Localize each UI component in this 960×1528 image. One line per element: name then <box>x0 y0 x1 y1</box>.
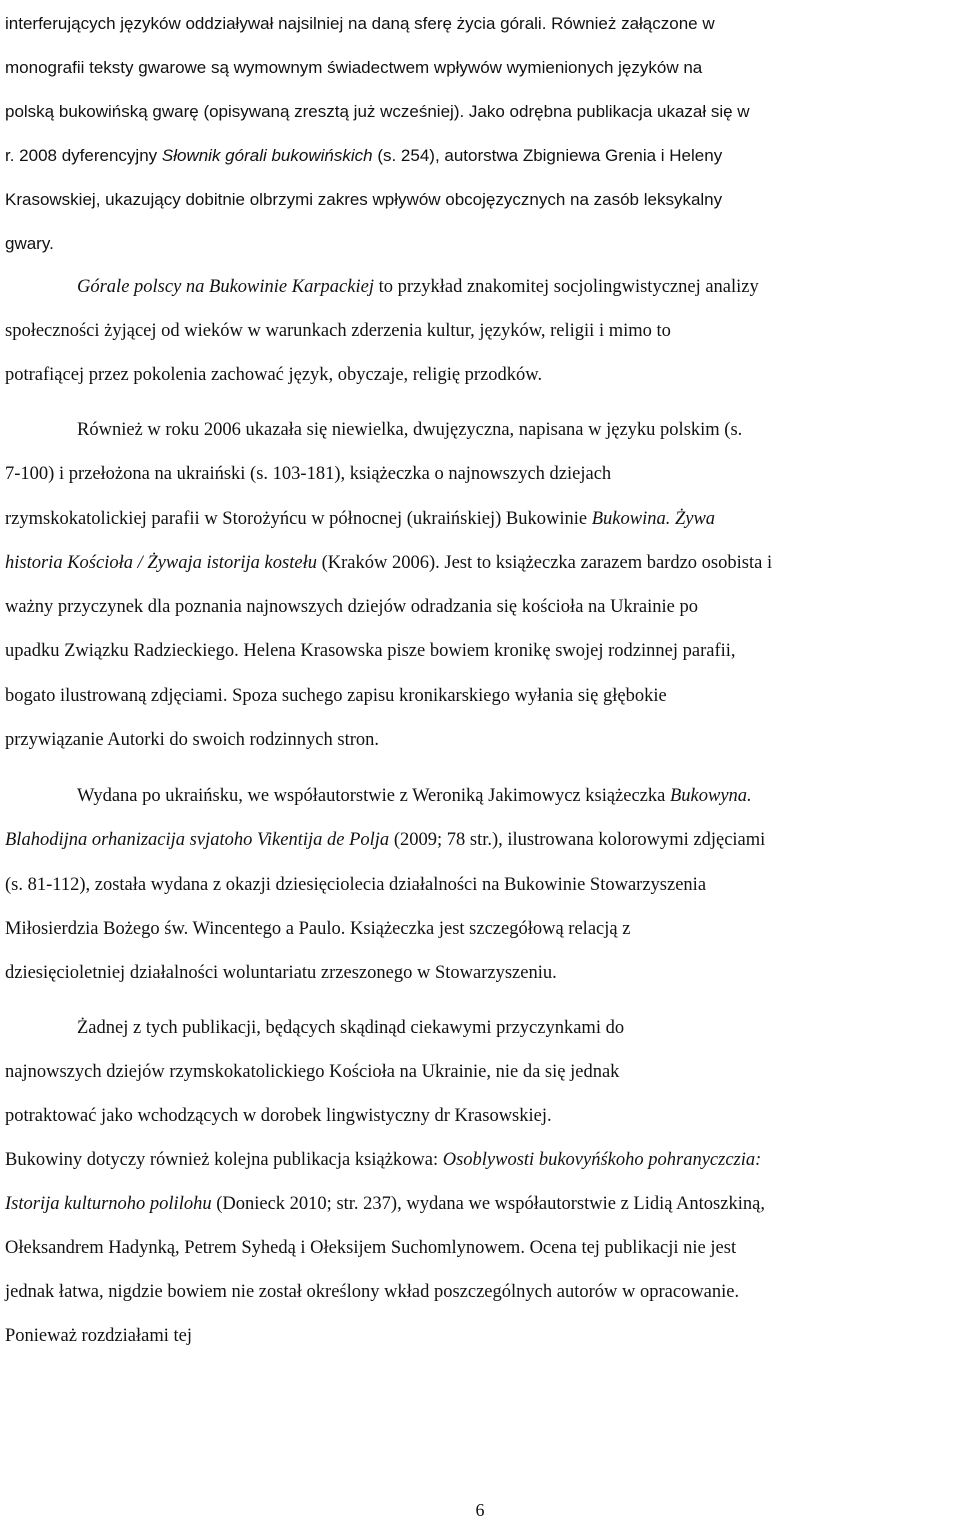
text-run: Wydana po ukraińsku, we współautorstwie z Weroniką Jakimowycz książeczka <box>77 786 670 806</box>
text-run: najnowszych dziejów rzymskokatolickiego Kościoła na Ukrainie, nie da się jednak <box>5 1062 620 1082</box>
text-line <box>5 46 955 90</box>
text-line <box>5 134 955 178</box>
text-line <box>5 2 955 46</box>
paragraph-gwary <box>5 2 955 266</box>
text-run: 7-100) i przełożona na ukraiński (s. 103-181), książeczka o najnowszych dziejach <box>5 464 612 485</box>
text-line <box>5 629 955 673</box>
text-line <box>5 408 955 452</box>
text-line <box>5 1094 955 1138</box>
paragraph-storozyniec <box>5 408 955 762</box>
text-run: polską bukowińską gwarę (opisywaną zresztą już wcześniej). Jako odrębna publikacja ukazał się w <box>5 102 750 121</box>
text-run: dziesięcioletniej działalności woluntariatu zrzeszonego w Stowarzyszeniu. <box>5 963 557 984</box>
text-run: ważny przyczynek dla poznania najnowszych dziejów odradzania się kościoła na Ukrainie po <box>5 597 698 618</box>
italic-title-text: Blahodijna orhanizacija svjatoho Vikentija de Polja <box>5 830 390 851</box>
text-line <box>5 1138 955 1182</box>
text-line <box>5 818 955 862</box>
text-run: Ołeksandrem Hadynką, Petrem Syhedą i Ołeksijem Suchomlynowem. Ocena tej publikacji nie jest <box>5 1238 737 1258</box>
text-run: (Kraków 2006). Jest to książeczka zarazem bardzo osobista i <box>316 552 773 573</box>
italic-title-text: Górale polscy na Bukowinie Karpackiej <box>77 277 374 297</box>
text-line <box>5 718 955 762</box>
text-line <box>5 541 955 585</box>
page-number: 6 <box>475 1500 485 1520</box>
text-line <box>5 1226 955 1270</box>
italic-title-text: historia Kościoła / Żywaja istorija kostełu <box>5 552 317 573</box>
text-line <box>5 222 955 266</box>
text-line <box>5 452 955 496</box>
text-run: Miłosierdzia Bożego św. Wincentego a Paulo. Książeczka jest szczegółową relacją z <box>5 918 631 939</box>
italic-title-text: Bukowina. Żywa <box>591 508 716 529</box>
text-run: monografii teksty gwarowe są wymownym świadectwem wpływów wymienionych języków na <box>5 58 703 77</box>
text-run: rzymskokatolickiej parafii w Storożyńcu w północnej (ukraińskiej) Bukowinie <box>5 508 592 529</box>
text-line <box>5 353 955 397</box>
text-line <box>5 265 955 309</box>
text-line <box>5 1270 955 1314</box>
text-line <box>5 1050 955 1094</box>
italic-title-text: Bukowyna. <box>669 786 752 806</box>
text-run: (s. 254), autorstwa Zbigniewa Grenia i Heleny <box>372 146 723 165</box>
italic-title-text: Słownik górali bukowińskich <box>161 146 373 165</box>
paragraph-gorale-polscy <box>5 265 955 397</box>
paragraph-osoblywosti <box>5 1138 955 1358</box>
text-run: interferujących języków oddziaływał najsilniej na daną sferę życia górali. Również załączone w <box>5 14 715 33</box>
text-run: Ponieważ rozdziałami tej <box>5 1326 192 1346</box>
text-run: r. 2008 dyferencyjny <box>5 146 162 165</box>
italic-title-text: Osoblywosti bukovyńśkoho pohranyczczia: <box>442 1150 762 1170</box>
text-run: potrafiącej przez pokolenia zachować język, obyczaje, religię przodków. <box>5 365 543 385</box>
text-line <box>5 907 955 951</box>
text-run: bogato ilustrowaną zdjęciami. Spoza suchego zapisu kronikarskiego wyłania się głębokie <box>5 685 667 706</box>
text-run: gwary. <box>5 234 54 253</box>
paragraph-bukowyna <box>5 774 955 995</box>
text-run: Również w roku 2006 ukazała się niewielka, dwujęzyczna, napisana w języku polskim (s. <box>77 420 743 440</box>
text-run: upadku Związku Radzieckiego. Helena Krasowska pisze bowiem kronikę swojej rodzinnej parafii, <box>5 641 736 662</box>
text-line <box>5 1314 955 1358</box>
text-line <box>5 309 955 353</box>
text-run: jednak łatwa, nigdzie bowiem nie został określony wkład poszczególnych autorów w opracowanie. <box>5 1282 740 1302</box>
text-run: Bukowiny dotyczy również kolejna publikacja książkowa: <box>5 1150 443 1170</box>
text-run: społeczności żyjącej od wieków w warunkach zderzenia kultur, języków, religii i mimo to <box>5 321 671 341</box>
italic-title-text: Istorija kulturnoho polilohu <box>5 1194 212 1214</box>
text-run: potraktować jako wchodzących w dorobek lingwistyczny dr Krasowskiej. <box>5 1106 552 1126</box>
text-line <box>5 863 955 907</box>
text-line <box>5 497 955 541</box>
text-line <box>5 585 955 629</box>
text-run: przywiązanie Autorki do swoich rodzinnych stron. <box>5 730 380 751</box>
text-run: Żadnej z tych publikacji, będących skądinąd ciekawymi przyczynkami do <box>77 1018 625 1038</box>
text-line <box>5 1182 955 1226</box>
text-run: (s. 81-112), została wydana z okazji dziesięciolecia działalności na Bukowinie Stowarzyszenia <box>5 874 707 895</box>
text-line <box>5 774 955 818</box>
text-line <box>5 90 955 134</box>
text-line <box>5 178 955 222</box>
text-run: (2009; 78 str.), ilustrowana kolorowymi zdjęciami <box>389 830 766 851</box>
text-line <box>5 951 955 995</box>
text-run: (Donieck 2010; str. 237), wydana we współautorstwie z Lidią Antoszkiną, <box>211 1194 765 1214</box>
text-run: to przykład znakomitej socjolingwistycznej analizy <box>373 277 759 297</box>
text-line <box>5 1006 955 1050</box>
paragraph-zadnej <box>5 1006 955 1138</box>
text-line <box>5 674 955 718</box>
text-run: Krasowskiej, ukazujący dobitnie olbrzymi zakres wpływów obcojęzycznych na zasób leksykalny <box>5 190 723 209</box>
